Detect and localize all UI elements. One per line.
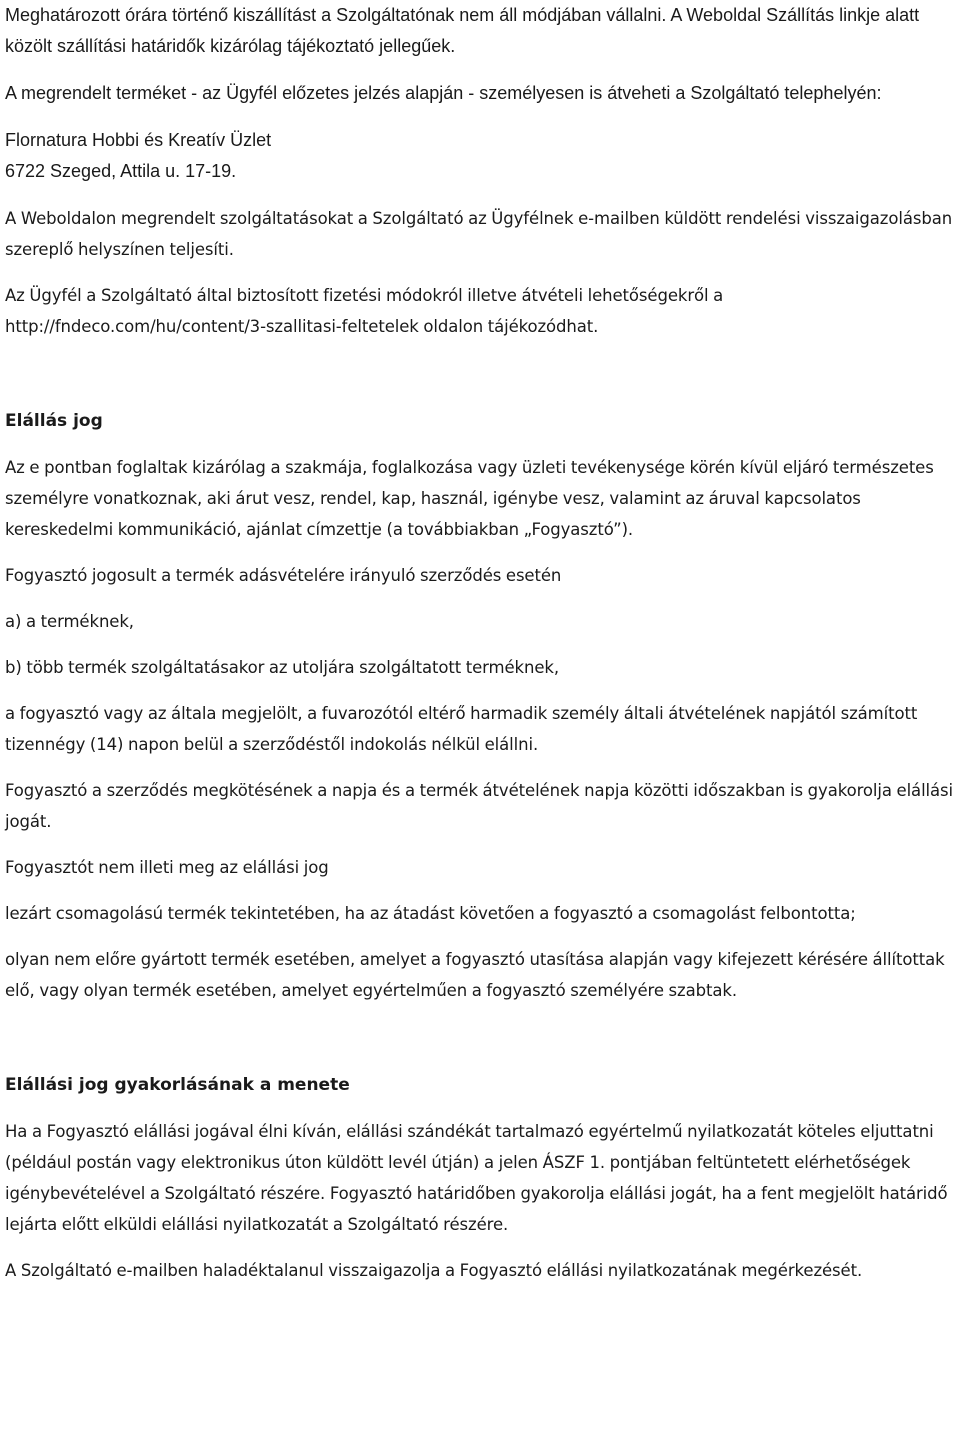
payment-info-paragraph: Az Ügyfél a Szolgáltató által biztosított fizetési módokról illetve átvételi lehetőségekről a http://fndeco.com/hu/content/3-szallitasi-feltetelek oldalon tájékozódhat.: [5, 286, 724, 336]
withdrawal-heading: Elállás jog: [5, 411, 103, 431]
document-body: [5, 0, 955, 1286]
consumer-entitled-paragraph: Fogyasztó jogosult a termék adásvételére irányuló szerződés esetén: [5, 566, 562, 585]
sealed-package-paragraph: lezárt csomagolású termék tekintetében, ha az átadást követően a fogyasztó a csomagolást felbontotta;: [5, 904, 856, 923]
list-item-b: b) több termék szolgáltatásakor az utoljára szolgáltatott terméknek,: [5, 658, 560, 677]
pickup-paragraph: A megrendelt terméket - az Ügyfél előzetes jelzés alapján - személyesen is átveheti a Szolgáltató telephelyén:: [5, 83, 882, 103]
delivery-time-paragraph: Meghatározott órára történő kiszállítást a Szolgáltatónak nem áll módjában vállalni. A Weboldal Szállítás linkje alatt közölt szállítási határidők kizárólag tájékoztató jellegűek.: [5, 5, 920, 56]
store-name: Flornatura Hobbi és Kreatív Üzlet: [5, 130, 272, 150]
procedure-paragraph: Ha a Fogyasztó elállási jogával élni kíván, elállási szándékát tartalmazó egyértelmű nyilatkozatát köteles eljuttatni (például postán vagy elektronikus úton küldött levél útján) a jelen ÁSZF 1. pontjában feltüntetett elérhetőségek igénybevételével a Szolgáltató részére. Fogyasztó határidőben gyakorolja elállási jogát, ha a fent megjelölt határidő lejárta előtt elküldi elállási nyilatkozatát a Szolgáltató részére.: [5, 1122, 948, 1234]
confirmation-paragraph: A Szolgáltató e-mailben haladéktalanul visszaigazolja a Fogyasztó elállási nyilatkozatának megérkezését.: [5, 1261, 863, 1280]
procedure-heading: Elállási jog gyakorlásának a menete: [5, 1075, 350, 1095]
custom-product-paragraph: olyan nem előre gyártott termék esetében, amelyet a fogyasztó utasítása alapján vagy kifejezett kérésére állítottak elő, vagy olyan termék esetében, amelyet egyértelműen a fogyasztó személyére szabtak.: [5, 950, 945, 1000]
withdrawal-period-paragraph: Fogyasztó a szerződés megkötésének a napja és a termék átvételének napja közötti időszakban is gyakorolja elállási jogát.: [5, 781, 954, 831]
store-address: 6722 Szeged, Attila u. 17-19.: [5, 161, 237, 181]
consumer-definition-paragraph: Az e pontban foglaltak kizárólag a szakmája, foglalkozása vagy üzleti tevékenysége körén kívül eljáró természetes személyre vonatkoznak, aki árut vesz, rendel, kap, használ, igénybe vesz, valamint az áruval kapcsolatos kereskedelmi kommunikáció, ajánlat címzettje (a továbbiakban „Fogyasztó”).: [5, 458, 934, 539]
no-withdrawal-paragraph: Fogyasztót nem illeti meg az elállási jog: [5, 858, 329, 877]
service-fulfilment-paragraph: A Weboldalon megrendelt szolgáltatásokat a Szolgáltató az Ügyfélnek e-mailben küldött rendelési visszaigazolásban szereplő helyszínen teljesíti.: [5, 209, 953, 259]
withdrawal-deadline-paragraph: a fogyasztó vagy az általa megjelölt, a fuvarozótól eltérő harmadik személy általi átvételének napjától számított tizennégy (14) napon belül a szerződéstől indokolás nélkül elállni.: [5, 704, 918, 754]
list-item-a: a) a terméknek,: [5, 612, 134, 631]
